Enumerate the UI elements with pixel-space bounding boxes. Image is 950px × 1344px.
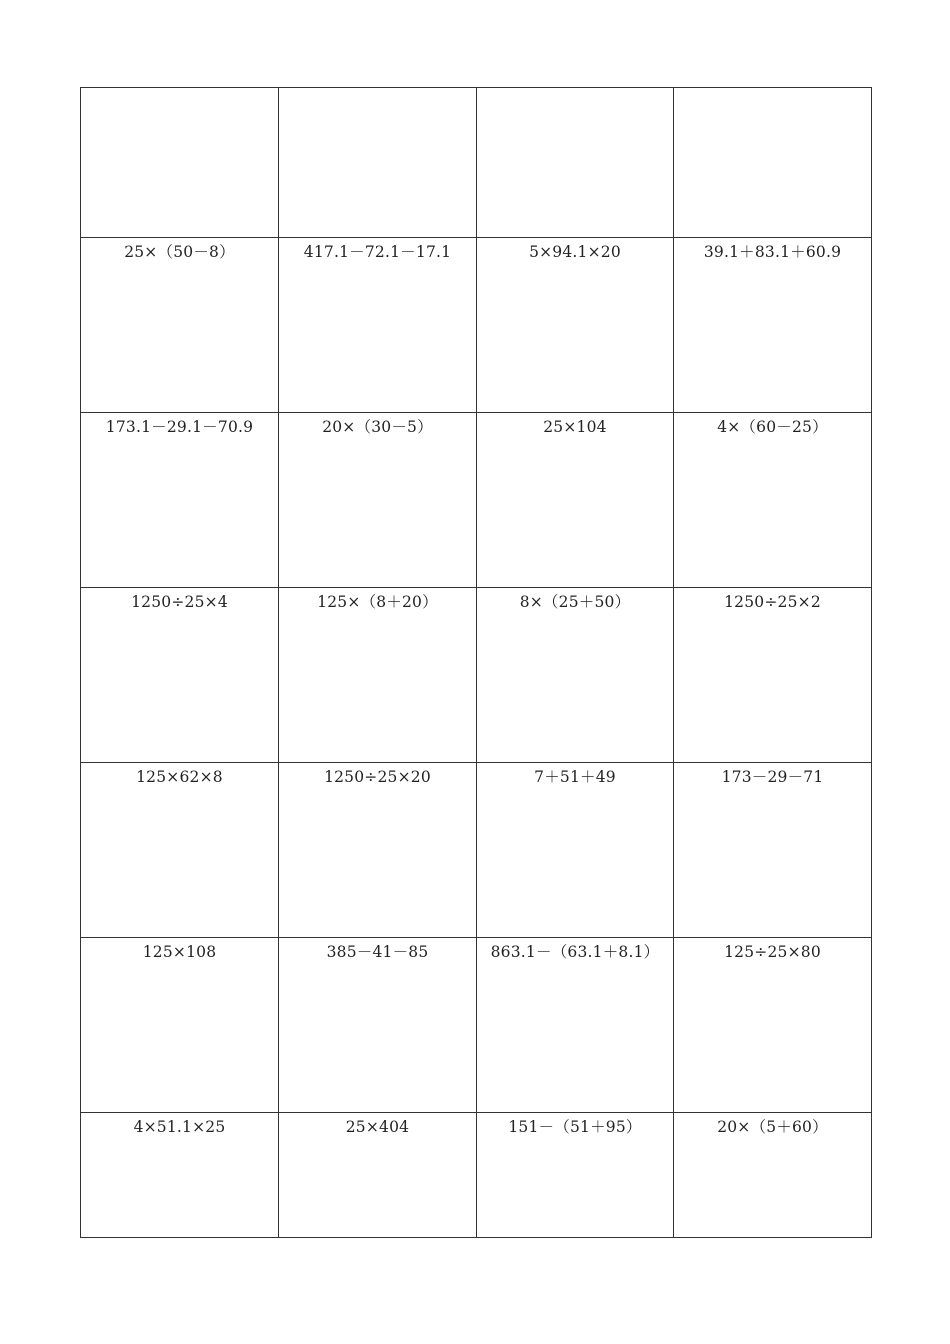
expression-text: 173－29－71 [721, 768, 824, 786]
table-row [81, 88, 872, 238]
exercise-cell [279, 763, 477, 938]
exercise-cell [279, 588, 477, 763]
exercise-cell [279, 88, 477, 238]
exercise-cell [279, 238, 477, 413]
exercise-cell [81, 763, 279, 938]
exercise-cell [477, 938, 674, 1113]
expression-text: 173.1－29.1－70.9 [105, 418, 254, 436]
expression-text: 125÷25×80 [724, 943, 821, 961]
expression-text: 8×（25＋50） [519, 593, 631, 611]
exercise-cell [81, 1113, 279, 1238]
exercise-cell [674, 588, 872, 763]
expression-text: 1250÷25×2 [724, 593, 821, 611]
expression-text [477, 88, 673, 95]
expression-text: 385－41－85 [326, 943, 429, 961]
expression-text: 125×62×8 [136, 768, 223, 786]
expression-text: 20×（5＋60） [717, 1118, 828, 1136]
expression-text [279, 88, 476, 95]
exercise-cell [674, 763, 872, 938]
expression-text: 4×（60－25） [717, 418, 828, 436]
exercise-cell [81, 88, 279, 238]
expression-text: 25×104 [543, 418, 607, 436]
expression-text: 7＋51＋49 [534, 768, 616, 786]
exercise-cell [477, 238, 674, 413]
expression-text: 4×51.1×25 [133, 1118, 226, 1136]
expression-text: 25×404 [345, 1118, 410, 1136]
exercise-cell [477, 588, 674, 763]
expression-text: 20×（30－5） [322, 418, 433, 436]
exercise-cell [674, 1113, 872, 1238]
exercise-cell [477, 413, 674, 588]
exercise-cell [674, 413, 872, 588]
exercise-cell [81, 588, 279, 763]
table-row [81, 938, 872, 1113]
expression-text: 125×108 [142, 943, 217, 961]
expression-text: 151－（51＋95） [508, 1118, 642, 1136]
table-row [81, 1113, 872, 1238]
exercise-cell [477, 88, 674, 238]
expression-text [81, 88, 278, 95]
exercise-table [80, 87, 872, 1238]
exercise-cell [279, 938, 477, 1113]
exercise-cell [477, 763, 674, 938]
table-row [81, 413, 872, 588]
exercise-cell [81, 413, 279, 588]
exercise-cell [81, 938, 279, 1113]
expression-text: 1250÷25×20 [324, 768, 431, 786]
exercise-cell [674, 938, 872, 1113]
exercise-cell [477, 1113, 674, 1238]
expression-text: 125×（8＋20） [317, 593, 438, 611]
exercise-cell [279, 1113, 477, 1238]
table-row [81, 588, 872, 763]
table-row [81, 238, 872, 413]
exercise-cell [674, 88, 872, 238]
exercise-cell [81, 238, 279, 413]
expression-text: 25×（50－8） [124, 243, 235, 261]
exercise-cell [674, 238, 872, 413]
table-row [81, 763, 872, 938]
expression-text: 5×94.1×20 [529, 243, 621, 261]
expression-text [674, 88, 871, 95]
expression-text: 39.1＋83.1＋60.9 [703, 243, 842, 261]
exercise-cell [279, 413, 477, 588]
expression-text: 1250÷25×4 [131, 593, 228, 611]
expression-text: 417.1－72.1－17.1 [303, 243, 452, 261]
expression-text: 863.1－（63.1＋8.1） [490, 943, 660, 961]
